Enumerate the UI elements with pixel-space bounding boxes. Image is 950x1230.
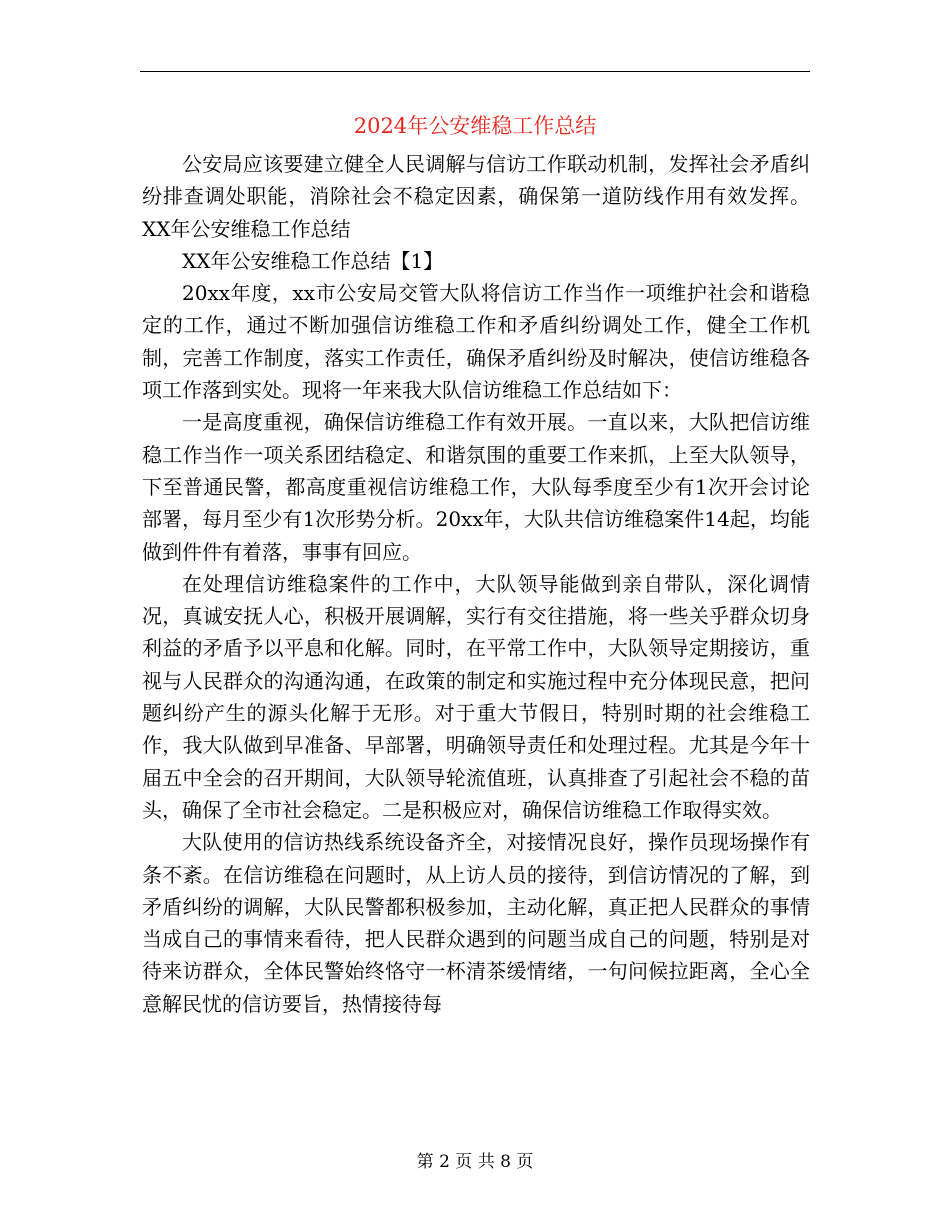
paragraph-section-heading: XX年公安维稳工作总结【1】 <box>182 248 444 273</box>
header-rule <box>140 71 810 72</box>
paragraph-overview: 20xx年度，xx市公安局交管大队将信访工作当作一项维护社会和谐稳定的工作，通过不断加强信访维稳工作和矛盾纠纷调处工作，健全工作机制，完善工作制度，落实工作责任，确保矛盾纠纷及时解决，使信访维稳各项工作落到实处。现将一年来我大队信访维稳工作总结如下： <box>142 281 810 403</box>
page-number: 第 2 页 共 8 页 <box>416 1152 534 1172</box>
paragraph-intro: 公安局应该要建立健全人民调解与信访工作联动机制，发挥社会矛盾纠纷排查调处职能，消除社会不稳定因素，确保第一道防线作用有效发挥。XX年公安维稳工作总结 <box>142 152 810 241</box>
document-body <box>142 148 810 1020</box>
page-footer <box>0 1150 950 1174</box>
paragraph-point-one: 一是高度重视，确保信访维稳工作有效开展。一直以来，大队把信访维稳工作当作一项关系团结稳定、和谐氛围的重要工作来抓，上至大队领导，下至普通民警，都高度重视信访维稳工作，大队每季度至少有1次开会讨论部署，每月至少有1次形势分析。20xx年，大队共信访维稳案件14起，均能做到件件有着落，事事有回应。 <box>142 410 810 564</box>
document-title: 2024年公安维稳工作总结 <box>353 114 597 138</box>
paragraph-case-handling: 在处理信访维稳案件的工作中，大队领导能做到亲自带队，深化调情况，真诚安抚人心，积极开展调解，实行有交往措施，将一些关乎群众切身利益的矛盾予以平息和化解。同时，在平常工作中，大队领导定期接访，重视与人民群众的沟通沟通，在政策的制定和实施过程中充分体现民意，把问题纠纷产生的源头化解于无形。对于重大节假日，特别时期的社会维稳工作，我大队做到早准备、早部署，明确领导责任和处理过程。尤其是今年十届五中全会的召开期间，大队领导轮流值班，认真排查了引起社会不稳的苗头，确保了全市社会稳定。二是积极应对，确保信访维稳工作取得实效。 <box>142 571 810 822</box>
paragraph-hotline: 大队使用的信访热线系统设备齐全，对接情况良好，操作员现场操作有条不紊。在信访维稳在问题时，从上访人员的接待，到信访情况的了解，到矛盾纠纷的调解，大队民警都积极参加，主动化解，真正把人民群众的事情当成自己的事情来看待，把人民群众遇到的问题当成自己的问题，特别是对待来访群众，全体民警始终恪守一杯清茶缓情绪，一句问候拉距离，全心全意解民忧的信访要旨，热情接待每 <box>142 830 810 1016</box>
